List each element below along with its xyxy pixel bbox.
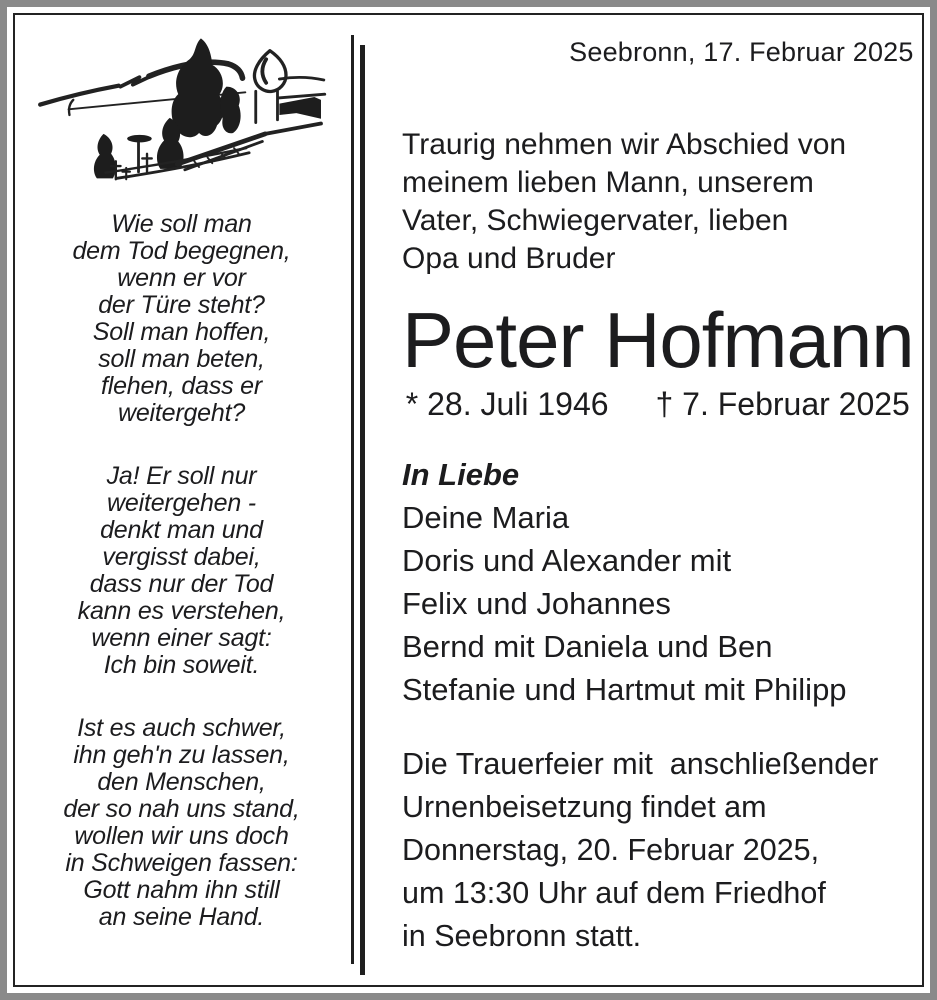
cemetery-landscape-illustration (26, 27, 338, 185)
mourner-line: Doris und Alexander mit (402, 543, 732, 578)
birth-date: * 28. Juli 1946 (405, 386, 609, 422)
announcement-line: meinem lieben Mann, unserem (402, 166, 814, 199)
poem-line: Soll man hoffen, (92, 318, 271, 346)
funeral-line: Die Trauerfeier mit anschließender (402, 747, 879, 781)
poem-line: weitergehen - (107, 489, 256, 517)
place-dateline: Seebronn, 17. Februar 2025 (569, 37, 914, 67)
poem-line: soll man beten, (98, 345, 265, 373)
obituary-notice (13, 13, 924, 987)
mourner-line: Deine Maria (402, 500, 570, 535)
tree-silhouette (171, 38, 240, 137)
poem-line: wollen wir uns doch (74, 822, 289, 850)
poem-line: Gott nahm ihn still (83, 876, 280, 904)
column-separator (348, 15, 378, 985)
funeral-line: in Seebronn statt. (402, 919, 642, 953)
poem-line: weitergeht? (117, 399, 246, 427)
poem-line: dass nur der Tod (89, 570, 274, 598)
announcement-text (402, 126, 914, 278)
closing-phrase: In Liebe (402, 457, 520, 492)
poem-line: wenn er vor (117, 264, 246, 292)
funeral-details (402, 743, 914, 958)
announcement-line: Opa und Bruder (402, 242, 616, 275)
page-margin (7, 7, 930, 993)
poem-line: vergisst dabei, (102, 543, 261, 571)
moon-arc-icon (69, 100, 73, 115)
right-column (378, 15, 924, 985)
poem-line: in Schweigen fassen: (65, 849, 298, 877)
poem-line: wenn einer sagt: (91, 624, 272, 652)
poem-line: Ist es auch schwer, (77, 714, 286, 742)
separator-line-thick (360, 45, 365, 975)
death-date: † 7. Februar 2025 (655, 386, 910, 422)
mourner-line: Felix und Johannes (402, 586, 671, 621)
mourners-list (402, 496, 914, 711)
poem-line: denkt man und (100, 516, 263, 544)
mourner-line: Stefanie und Hartmut mit Philipp (402, 672, 847, 707)
chapel-dome-icon (254, 51, 324, 123)
announcement-line: Traurig nehmen wir Abschied von (402, 128, 847, 161)
poem-line: der so nah uns stand, (63, 795, 300, 823)
life-dates (402, 386, 914, 423)
poem-line: der Türe steht? (98, 291, 265, 319)
memorial-poem (15, 211, 348, 931)
deceased-name: Peter Hofmann (402, 296, 914, 384)
poem-line: Ich bin soweit. (103, 651, 260, 679)
poem-line: flehen, dass er (101, 372, 262, 400)
funeral-line: Donnerstag, 20. Februar 2025, (402, 833, 820, 867)
poem-line: den Menschen, (97, 768, 266, 796)
mourner-line: Bernd mit Daniela und Ben (402, 629, 773, 664)
poem-line: Wie soll man (111, 210, 252, 238)
separator-line-thin (351, 35, 354, 964)
announcement-line: Vater, Schwiegervater, lieben (402, 204, 789, 237)
poem-line: Ja! Er soll nur (106, 462, 257, 490)
poem-stanza (15, 463, 348, 679)
poem-line: dem Tod begegnen, (72, 237, 291, 265)
poem-line: ihn geh'n zu lassen, (73, 741, 290, 769)
funeral-line: Urnenbeisetzung findet am (402, 790, 767, 824)
poem-stanza (15, 211, 348, 427)
left-column (15, 15, 348, 985)
poem-line: an seine Hand. (98, 903, 265, 931)
poem-stanza (15, 715, 348, 931)
funeral-line: um 13:30 Uhr auf dem Friedhof (402, 876, 826, 910)
poem-line: kann es verstehen, (77, 597, 286, 625)
